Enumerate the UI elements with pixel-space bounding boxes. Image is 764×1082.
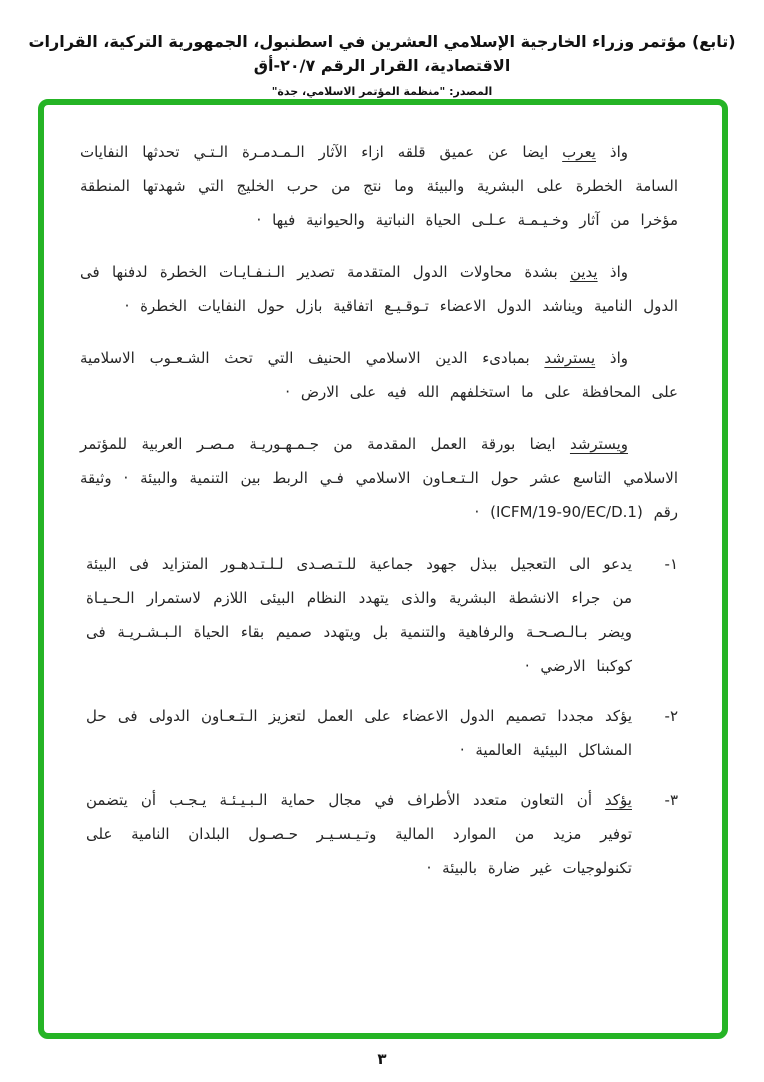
document-header xyxy=(0,30,764,98)
paragraph-text: بشدة محاولات الدول المتقدمة تصدير الـنـفـايـات الخطرة لدفنها فى الدول النامية ويناشد الدول الاعضاء تـوقـيـع اتفاقية بازل حول النفايات الخطرة · xyxy=(80,263,678,315)
paragraph xyxy=(80,135,678,237)
clause-text xyxy=(80,699,632,767)
header-source: المصدر: "منظمة المؤتمر الاسلامي، جدة" xyxy=(271,85,493,98)
clause-body: أن التعاون متعدد الأطراف في مجال حماية الـبـيـئـة يـجـب أن يتضمن توفير مزيد من الموارد المالية وتـيـسـيـر حـصـول البلدان النامية على تكنولوجيات غير ضارة بالبيئة · xyxy=(86,791,632,877)
numbered-clauses xyxy=(80,547,678,885)
paragraph-prefix: واذ xyxy=(595,143,628,161)
clause-text xyxy=(80,547,632,683)
paragraph-text: ايضا بورقة العمل المقدمة من جـمـهـوريـة مـصـر العربية للمؤتمر الاسلامي التاسع عشر حول الـتـعـاون الاسلامي فـي الربط بين التنمية والبيئة · وثيقة رقم (ICFM/19-90/EC/D.1) · xyxy=(80,435,678,521)
paragraph xyxy=(80,341,678,409)
paragraph-lead-underlined: يدين xyxy=(569,263,598,281)
clause-number: ١- xyxy=(664,555,678,573)
clause-item xyxy=(80,699,678,767)
paragraph-prefix: واذ xyxy=(597,263,628,281)
clause-text xyxy=(80,783,632,885)
document-body xyxy=(80,131,678,901)
clause-body: يؤكد مجددا تصميم الدول الاعضاء على العمل لتعزيز الـتـعـاون الدولى فى حل المشاكل البيئية العالمية · xyxy=(86,707,632,759)
clause-item xyxy=(80,783,678,885)
clause-number: ٣- xyxy=(664,791,678,809)
paragraph-lead-underlined: يسترشد xyxy=(544,349,596,367)
paragraph-prefix: واذ xyxy=(595,349,628,367)
green-border-frame xyxy=(38,99,728,1039)
page-number: ٣ xyxy=(377,1050,387,1068)
paragraph xyxy=(80,427,678,529)
clause-lead-underlined: يؤكد xyxy=(605,791,632,809)
paragraph-text: بمبادىء الدين الاسلامي الحنيف التي تحث الشـعـوب الاسلامية على المحافظة على ما استخلفهم الله فيه على الارض · xyxy=(80,349,678,401)
paragraph xyxy=(80,255,678,323)
header-title: (تابع) مؤتمر وزراء الخارجية الإسلامي العشرين في اسطنبول، الجمهورية التركية، القرارات الاقتصادية، القرار الرقم ٢٠/٧-أق xyxy=(28,32,736,75)
paragraph-lead-underlined: ويسترشد xyxy=(569,435,628,453)
clause-item xyxy=(80,547,678,683)
paragraph-text: ايضا عن عميق قلقه ازاء الآثار الـمـدمـرة الـتـي تحدثها النفايات السامة الخطرة على البشرية والبيئة وما نتج من حرب الخليج التي شهدتها المنطقة مؤخرا من آثار وخـيـمـة عـلـى الحياة النباتية والحيوانية فيها · xyxy=(80,143,678,229)
paragraph-lead-underlined: يعرب xyxy=(562,143,596,161)
clause-body: يدعو الى التعجيل ببذل جهود جماعية للـتـصـدى لـلـتـدهـور المتزايد فى البيئة من جراء الانشطة البشرية والذى يتهدد النظام البيئى اللازم لاستمرار الـحـيـاة ويضر بـالـصـحـة والرفاهية والتنمية بل ويتهدد صميم بقاء الحياة الـبـشـريـة فى كوكبنا الارضي · xyxy=(86,555,632,675)
clause-number: ٢- xyxy=(664,707,678,725)
